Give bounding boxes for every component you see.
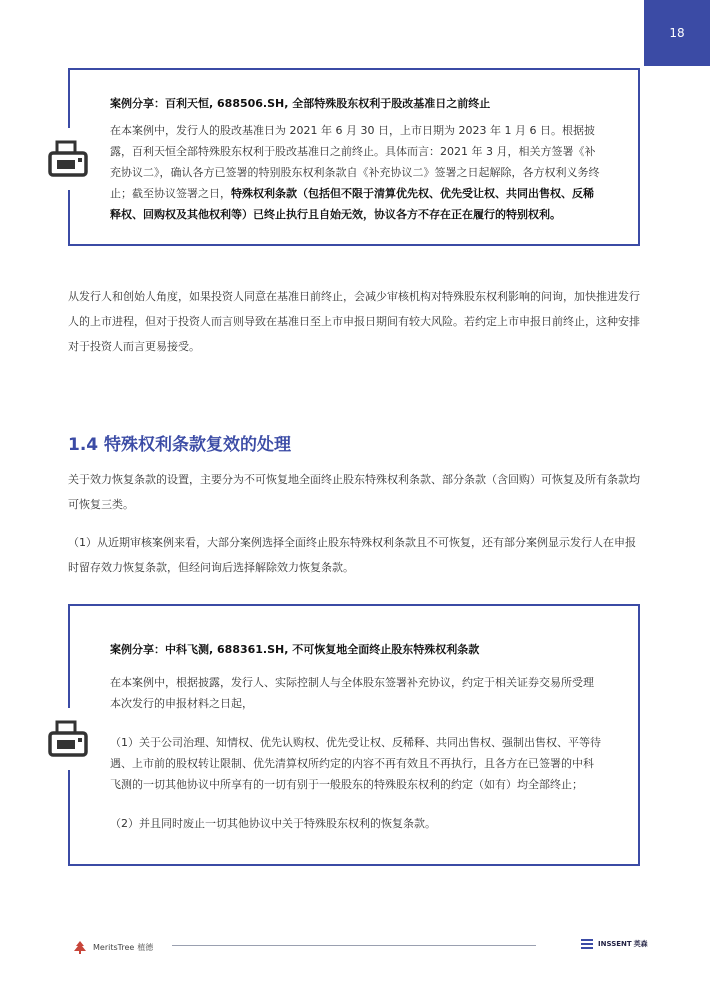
section-paragraph-1: 关于效力恢复条款的设置，主要分为不可恢复地全面终止股东特殊权利条款、部分条款（含回购）可恢复及所有条款均可恢复三类。: [68, 473, 640, 511]
meritstree-mark-icon: [70, 940, 90, 954]
case-box-baili: [68, 68, 640, 246]
case-title: 案例分享：中科飞测, 688361.SH, 不可恢复地全面终止股东特殊权利条款: [110, 643, 480, 656]
inssent-logo: [580, 937, 648, 951]
case-body: [110, 120, 604, 225]
meritstree-logo: [70, 940, 153, 954]
page-number: 18: [669, 26, 685, 40]
page-number-tab: [644, 0, 710, 66]
printer-icon: [37, 128, 99, 190]
case-box-zhongke: [68, 604, 640, 866]
case-body-bold: 特殊权利条款（包括但不限于清算优先权、优先受让权、共同出售权、反稀释权、回购权及其他权利等）已终止执行且自始无效，协议各方不存在正在履行的特别权利。: [110, 187, 594, 221]
case-body-text: 在本案例中，发行人的股改基准日为 2021 年 6 月 30 日，上市日期为 2023 年 1 月 6 日。根据披露，百利天恒全部特殊股东权利于股改基准日之前终止。具体而言：2021 年 3 月，相关方签署《补充协议二》，确认各方已签署的特别股东权利条款自《补充协议二》签署之日起解除，各方权利义务终止；截至协议签署之日，: [110, 124, 600, 200]
case-body-item-2: （2）并且同时废止一切其他协议中关于特殊股东权利的恢复条款。: [110, 817, 436, 830]
case-title: 案例分享：百利天恒, 688506.SH, 全部特殊股东权利于股改基准日之前终止: [110, 97, 491, 110]
section-heading: 1.4 特殊权利条款复效的处理: [68, 435, 292, 455]
printer-icon: [37, 708, 99, 770]
investor-paragraph: 从发行人和创始人角度，如果投资人同意在基准日前终止，会减少审核机构对特殊股东权利影响的问询，加快推进发行人的上市进程，但对于投资人而言则导致在基准日至上市申报日期间有较大风险。若约定上市申报日前终止，这种安排对于投资人而言更易接受。: [68, 290, 640, 353]
case-body-item-1: （1）关于公司治理、知情权、优先认购权、优先受让权、反稀释、共同出售权、强制出售权、平等待遇、上市前的股权转让限制、优先清算权所约定的内容不再有效且不再执行，且各方在已签署的中科飞测的一切其他协议中所享有的一切有别于一般股东的特殊股东权利的约定（如有）均全部终止；: [110, 736, 601, 791]
section-paragraph-2: （1）从近期审核案例来看，大部分案例选择全面终止股东特殊权利条款且不可恢复，还有部分案例显示发行人在申报时留存效力恢复条款，但经问询后选择解除效力恢复条款。: [68, 536, 636, 574]
footer-divider: [172, 945, 536, 946]
inssent-logo-text: INSSENT: [598, 940, 632, 948]
meritstree-logo-text: MeritsTree: [93, 942, 135, 952]
case-body-intro: 在本案例中，根据披露，发行人、实际控制人与全体股东签署补充协议，约定于相关证券交易所受理本次发行的申报材料之日起，: [110, 676, 594, 710]
meritstree-logo-cn: 植德: [137, 942, 154, 952]
inssent-mark-icon: [580, 937, 594, 951]
inssent-logo-cn: 英森: [633, 940, 648, 948]
